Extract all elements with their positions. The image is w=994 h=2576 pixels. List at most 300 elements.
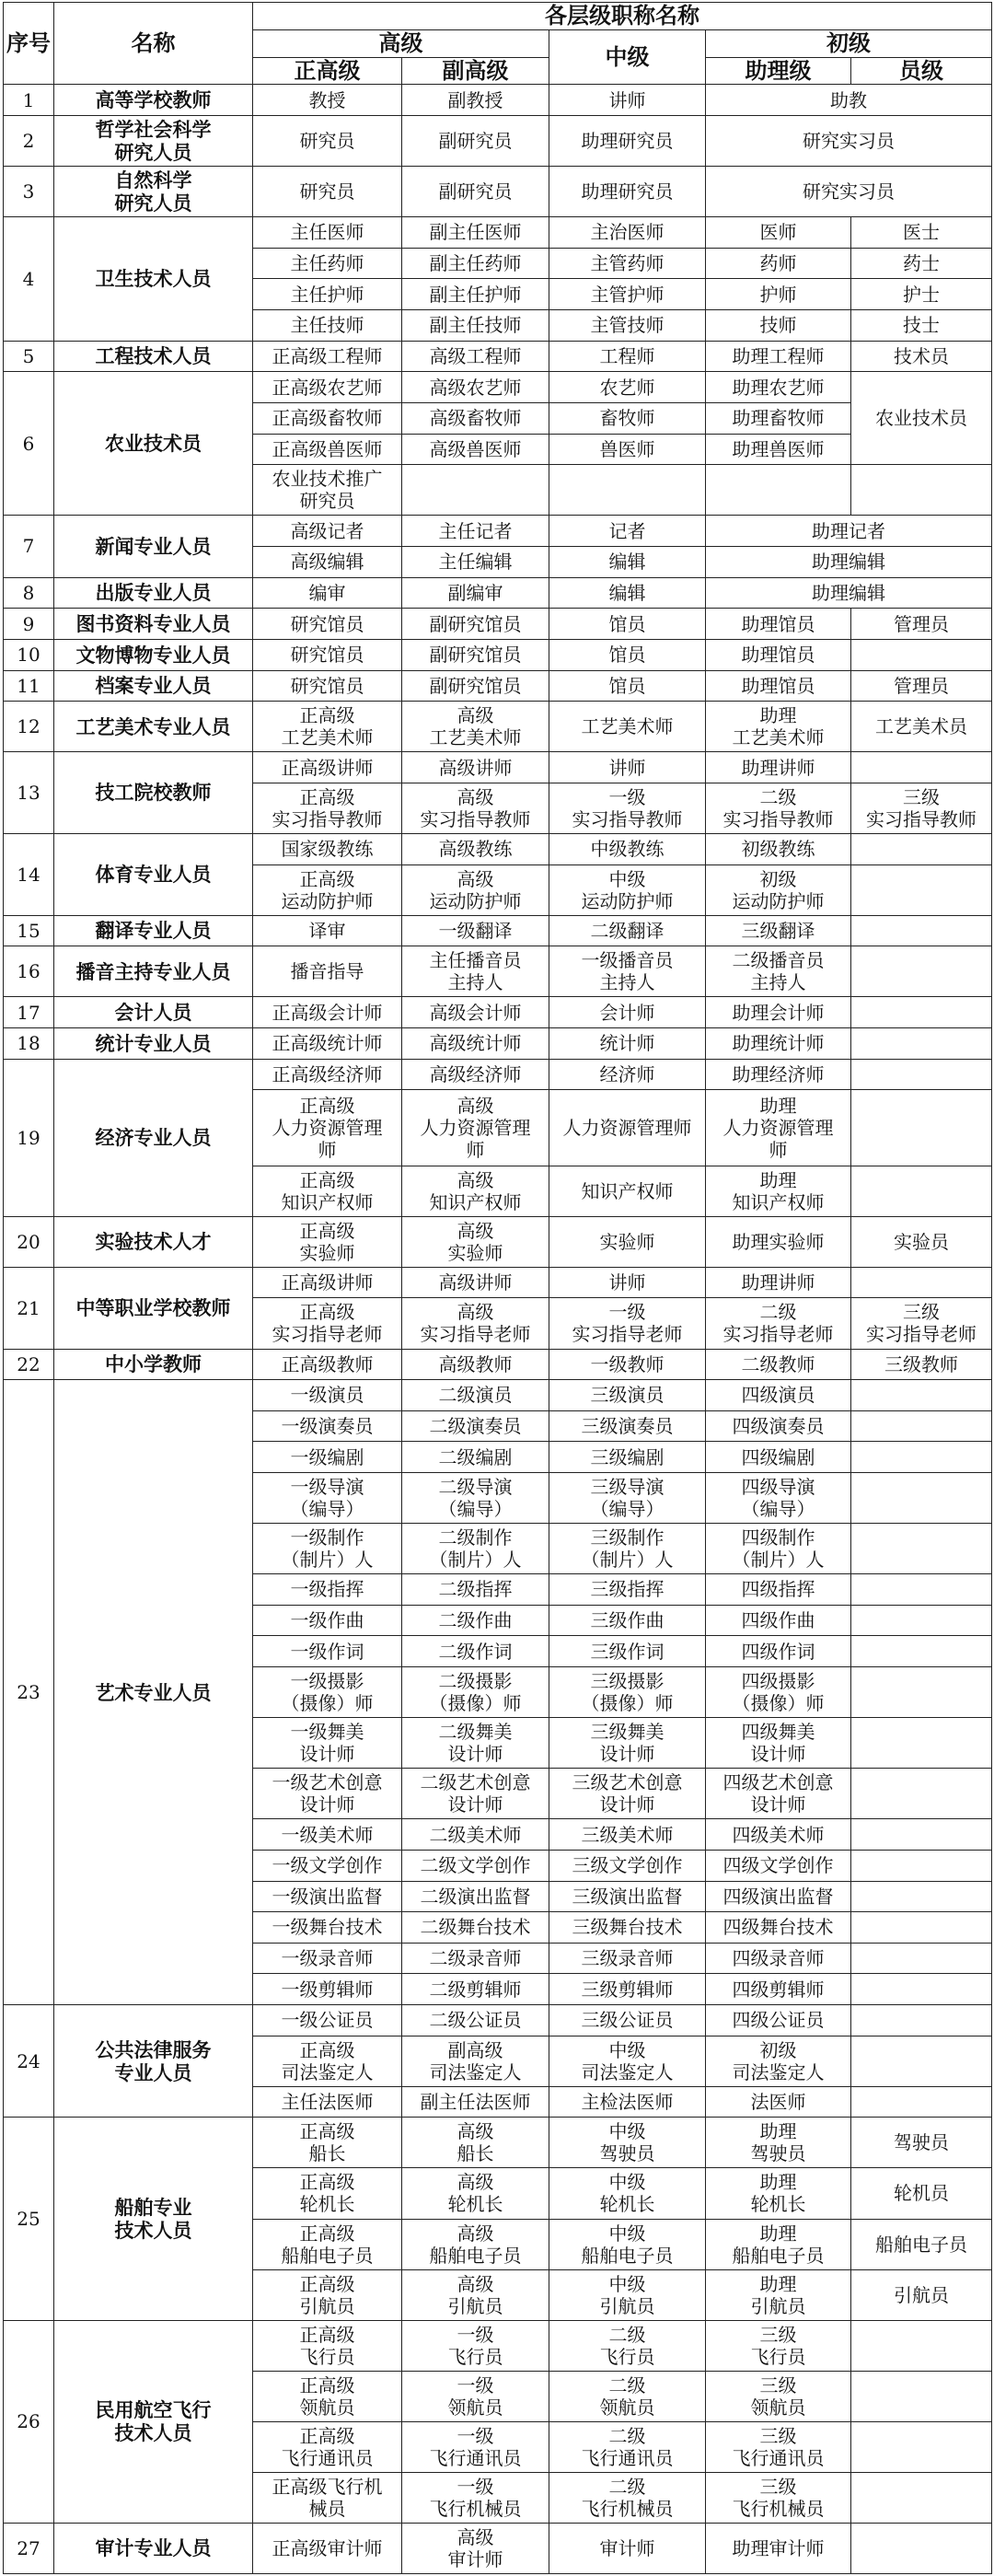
title-cell: 一级演出监督 xyxy=(253,1881,402,1912)
title-cell: 主治医师 xyxy=(549,217,706,249)
title-cell: 四级文学创作 xyxy=(706,1850,851,1881)
title-cell xyxy=(851,1410,992,1442)
row-seq: 15 xyxy=(4,915,54,946)
title-cell xyxy=(549,465,706,516)
title-cell xyxy=(851,1943,992,1974)
title-cell: 二级艺术创意 设计师 xyxy=(402,1769,549,1819)
title-cell: 三级 实习指导老师 xyxy=(851,1298,992,1349)
table-row xyxy=(4,516,992,547)
title-cell: 轮机员 xyxy=(851,2168,992,2219)
title-cell: 四级制作 （制片）人 xyxy=(706,1524,851,1574)
title-cell: 三级教师 xyxy=(851,1349,992,1380)
title-cell: 正高级 实验师 xyxy=(253,1216,402,1267)
title-cell xyxy=(851,1442,992,1473)
title-cell: 四级舞台技术 xyxy=(706,1912,851,1944)
title-cell: 药士 xyxy=(851,248,992,279)
header-full-senior: 正高级 xyxy=(253,57,402,85)
title-cell: 四级录音师 xyxy=(706,1943,851,1974)
header-seq: 序号 xyxy=(4,3,54,85)
row-seq: 11 xyxy=(4,670,54,702)
title-cell: 正高级 工艺美术师 xyxy=(253,702,402,752)
title-cell: 二级演奏员 xyxy=(402,1410,549,1442)
title-cell: 正高级经济师 xyxy=(253,1059,402,1090)
title-cell: 副高级 司法鉴定人 xyxy=(402,2036,549,2086)
title-cell: 主任药师 xyxy=(253,248,402,279)
title-cell: 高级统计师 xyxy=(402,1027,549,1059)
title-cell: 高级 实习指导老师 xyxy=(402,1298,549,1349)
title-cell xyxy=(851,1819,992,1851)
title-cell: 审计师 xyxy=(549,2523,706,2573)
row-seq: 13 xyxy=(4,752,54,834)
row-seq: 25 xyxy=(4,2118,54,2320)
title-cell: 畜牧师 xyxy=(549,402,706,434)
title-cell: 一级文学创作 xyxy=(253,1850,402,1881)
title-cell: 主任记者 xyxy=(402,516,549,547)
title-cell: 二级舞台技术 xyxy=(402,1912,549,1944)
title-cell xyxy=(706,465,851,516)
row-seq: 21 xyxy=(4,1267,54,1349)
title-cell xyxy=(851,1912,992,1944)
row-name: 出版专业人员 xyxy=(54,577,253,609)
title-cell xyxy=(851,1267,992,1298)
title-cell: 一级艺术创意 设计师 xyxy=(253,1769,402,1819)
title-cell: 经济师 xyxy=(549,1059,706,1090)
title-cell xyxy=(851,2472,992,2523)
row-name: 民用航空飞行 技术人员 xyxy=(54,2320,253,2523)
title-cell: 馆员 xyxy=(549,609,706,640)
title-cell: 四级指挥 xyxy=(706,1574,851,1606)
title-cell: 三级演奏员 xyxy=(549,1410,706,1442)
row-seq: 3 xyxy=(4,167,54,217)
title-cell: 副主任技师 xyxy=(402,310,549,342)
title-cell: 医师 xyxy=(706,217,851,249)
title-cell: 助理 工艺美术师 xyxy=(706,702,851,752)
title-cell: 高级兽医师 xyxy=(402,434,549,465)
header-name: 名称 xyxy=(54,3,253,85)
title-cell: 一级演奏员 xyxy=(253,1410,402,1442)
title-cell: 三级文学创作 xyxy=(549,1850,706,1881)
title-cell: 二级教师 xyxy=(706,1349,851,1380)
title-cell: 三级作词 xyxy=(549,1636,706,1667)
title-cell: 研究馆员 xyxy=(253,670,402,702)
title-cell xyxy=(851,2005,992,2036)
title-cell: 正高级 飞行员 xyxy=(253,2320,402,2371)
title-cell: 副主任法医师 xyxy=(402,2086,549,2118)
title-cell: 正高级教师 xyxy=(253,1349,402,1380)
title-cell: 高级工程师 xyxy=(402,341,549,372)
title-table xyxy=(3,2,992,2574)
title-cell: 一级导演 （编导） xyxy=(253,1473,402,1524)
header-deputy-senior: 副高级 xyxy=(402,57,549,85)
title-cell: 助理讲师 xyxy=(706,1267,851,1298)
title-cell: 一级摄影 （摄像）师 xyxy=(253,1667,402,1718)
title-cell: 引航员 xyxy=(851,2269,992,2320)
title-cell: 主任编辑 xyxy=(402,546,549,577)
row-seq: 9 xyxy=(4,609,54,640)
title-cell: 正高级讲师 xyxy=(253,1267,402,1298)
title-cell: 助理 知识产权师 xyxy=(706,1166,851,1216)
title-cell: 记者 xyxy=(549,516,706,547)
title-cell: 主检法医师 xyxy=(549,2086,706,2118)
title-cell: 教授 xyxy=(253,85,402,116)
title-cell: 正高级畜牧师 xyxy=(253,402,402,434)
title-cell: 讲师 xyxy=(549,1267,706,1298)
title-cell: 二级 实习指导教师 xyxy=(706,783,851,833)
title-cell: 助理 船舶电子员 xyxy=(706,2219,851,2269)
title-cell: 一级教师 xyxy=(549,1349,706,1380)
title-cell: 副研究馆员 xyxy=(402,639,549,670)
title-cell: 助理审计师 xyxy=(706,2523,851,2573)
title-cell: 助理馆员 xyxy=(706,670,851,702)
title-cell: 助理 轮机长 xyxy=(706,2168,851,2219)
title-cell: 国家级教练 xyxy=(253,833,402,864)
row-name: 档案专业人员 xyxy=(54,670,253,702)
title-cell: 药师 xyxy=(706,248,851,279)
title-cell: 四级演员 xyxy=(706,1380,851,1411)
title-cell: 一级 飞行员 xyxy=(402,2320,549,2371)
row-seq: 22 xyxy=(4,1349,54,1380)
table-row xyxy=(4,1380,992,1411)
row-name: 实验技术人才 xyxy=(54,1216,253,1267)
title-cell xyxy=(402,465,549,516)
row-seq: 20 xyxy=(4,1216,54,1267)
title-cell: 船舶电子员 xyxy=(851,2219,992,2269)
table-row xyxy=(4,833,992,864)
title-cell xyxy=(851,639,992,670)
title-cell xyxy=(851,997,992,1028)
row-seq: 8 xyxy=(4,577,54,609)
title-cell: 二级播音员 主持人 xyxy=(706,946,851,997)
title-cell: 播音指导 xyxy=(253,946,402,997)
title-cell: 农业技术员 xyxy=(851,372,992,465)
title-cell: 二级舞美 设计师 xyxy=(402,1718,549,1769)
table-row xyxy=(4,2118,992,2168)
title-cell: 统计师 xyxy=(549,1027,706,1059)
title-cell xyxy=(851,465,992,516)
row-name: 自然科学 研究人员 xyxy=(54,167,253,217)
title-cell: 中级 船舶电子员 xyxy=(549,2219,706,2269)
header-assistant: 助理级 xyxy=(706,57,851,85)
title-cell: 四级艺术创意 设计师 xyxy=(706,1769,851,1819)
table-row xyxy=(4,1349,992,1380)
table-row xyxy=(4,1027,992,1059)
title-cell: 一级剪辑师 xyxy=(253,1974,402,2005)
title-cell: 副研究员 xyxy=(402,116,549,167)
row-name: 公共法律服务 专业人员 xyxy=(54,2005,253,2118)
table-body xyxy=(4,85,992,2574)
row-seq: 23 xyxy=(4,1380,54,2005)
title-cell: 副主任药师 xyxy=(402,248,549,279)
title-cell: 高级讲师 xyxy=(402,1267,549,1298)
title-cell: 正高级 船长 xyxy=(253,2118,402,2168)
row-seq: 5 xyxy=(4,341,54,372)
row-seq: 19 xyxy=(4,1059,54,1216)
title-cell: 助理馆员 xyxy=(706,609,851,640)
title-cell: 高级 船舶电子员 xyxy=(402,2219,549,2269)
title-cell: 正高级统计师 xyxy=(253,1027,402,1059)
title-cell xyxy=(851,1974,992,2005)
title-cell: 助理 人力资源管理 师 xyxy=(706,1090,851,1166)
title-cell: 高级 轮机长 xyxy=(402,2168,549,2219)
title-cell: 正高级飞行机 械员 xyxy=(253,2472,402,2523)
title-cell: 一级 实习指导教师 xyxy=(549,783,706,833)
title-cell xyxy=(851,1605,992,1636)
title-cell: 三级导演 （编导） xyxy=(549,1473,706,1524)
title-cell: 副教授 xyxy=(402,85,549,116)
row-name: 审计专业人员 xyxy=(54,2523,253,2573)
title-cell xyxy=(851,752,992,783)
title-cell: 副主任护师 xyxy=(402,279,549,310)
row-seq: 27 xyxy=(4,2523,54,2573)
table-row xyxy=(4,639,992,670)
header-junior: 初级 xyxy=(706,29,992,57)
title-cell: 二级制作 （制片）人 xyxy=(402,1524,549,1574)
title-cell: 主任播音员 主持人 xyxy=(402,946,549,997)
title-cell: 四级编剧 xyxy=(706,1442,851,1473)
title-cell: 二级 领航员 xyxy=(549,2371,706,2421)
title-cell: 三级 飞行员 xyxy=(706,2320,851,2371)
title-cell: 三级指挥 xyxy=(549,1574,706,1606)
row-name: 工艺美术专业人员 xyxy=(54,702,253,752)
title-cell: 一级指挥 xyxy=(253,1574,402,1606)
title-cell: 助理讲师 xyxy=(706,752,851,783)
title-cell: 三级作曲 xyxy=(549,1605,706,1636)
title-cell: 高级 引航员 xyxy=(402,2269,549,2320)
title-cell: 中级 轮机长 xyxy=(549,2168,706,2219)
title-cell: 二级作曲 xyxy=(402,1605,549,1636)
title-cell: 一级 飞行机械员 xyxy=(402,2472,549,2523)
row-name: 会计人员 xyxy=(54,997,253,1028)
title-cell xyxy=(851,833,992,864)
title-cell: 高级经济师 xyxy=(402,1059,549,1090)
title-cell: 助理工程师 xyxy=(706,341,851,372)
title-cell: 四级导演 （编导） xyxy=(706,1473,851,1524)
title-cell: 助理 引航员 xyxy=(706,2269,851,2320)
row-name: 新闻专业人员 xyxy=(54,516,253,577)
table-row xyxy=(4,670,992,702)
title-cell: 高级 审计师 xyxy=(402,2523,549,2573)
row-seq: 26 xyxy=(4,2320,54,2523)
title-cell: 三级剪辑师 xyxy=(549,1974,706,2005)
title-cell: 实验员 xyxy=(851,1216,992,1267)
row-seq: 12 xyxy=(4,702,54,752)
title-cell xyxy=(851,2421,992,2472)
title-cell: 四级公证员 xyxy=(706,2005,851,2036)
row-name: 卫生技术人员 xyxy=(54,217,253,342)
row-seq: 4 xyxy=(4,217,54,342)
title-cell: 三级摄影 （摄像）师 xyxy=(549,1667,706,1718)
title-cell: 助理畜牧师 xyxy=(706,402,851,434)
title-cell: 三级 领航员 xyxy=(706,2371,851,2421)
title-cell: 副主任医师 xyxy=(402,217,549,249)
title-cell: 编辑 xyxy=(549,546,706,577)
title-cell: 四级舞美 设计师 xyxy=(706,1718,851,1769)
title-cell xyxy=(851,1574,992,1606)
title-cell: 四级作曲 xyxy=(706,1605,851,1636)
table-row xyxy=(4,1267,992,1298)
title-cell: 三级 实习指导教师 xyxy=(851,783,992,833)
title-cell: 中级 引航员 xyxy=(549,2269,706,2320)
title-cell: 一级舞台技术 xyxy=(253,1912,402,1944)
table-row xyxy=(4,752,992,783)
title-cell: 三级艺术创意 设计师 xyxy=(549,1769,706,1819)
title-cell: 研究实习员 xyxy=(706,167,992,217)
title-cell: 副研究馆员 xyxy=(402,670,549,702)
title-cell: 一级美术师 xyxy=(253,1819,402,1851)
title-cell: 助理会计师 xyxy=(706,997,851,1028)
title-cell xyxy=(851,1090,992,1166)
table-row xyxy=(4,946,992,997)
title-cell: 初级 司法鉴定人 xyxy=(706,2036,851,2086)
title-cell: 高级 船长 xyxy=(402,2118,549,2168)
title-cell: 管理员 xyxy=(851,609,992,640)
row-seq: 24 xyxy=(4,2005,54,2118)
title-cell: 驾驶员 xyxy=(851,2118,992,2168)
table-row xyxy=(4,116,992,167)
title-cell: 正高级讲师 xyxy=(253,752,402,783)
table-row xyxy=(4,577,992,609)
title-cell: 正高级兽医师 xyxy=(253,434,402,465)
title-cell: 技士 xyxy=(851,310,992,342)
title-cell: 高级记者 xyxy=(253,516,402,547)
title-cell xyxy=(851,915,992,946)
title-cell: 护师 xyxy=(706,279,851,310)
title-cell: 初级教练 xyxy=(706,833,851,864)
title-cell: 一级编剧 xyxy=(253,1442,402,1473)
row-name: 翻译专业人员 xyxy=(54,915,253,946)
row-seq: 10 xyxy=(4,639,54,670)
row-seq: 17 xyxy=(4,997,54,1028)
title-cell: 助教 xyxy=(706,85,992,116)
title-cell: 管理员 xyxy=(851,670,992,702)
row-seq: 16 xyxy=(4,946,54,997)
title-cell: 一级录音师 xyxy=(253,1943,402,1974)
title-cell: 实验师 xyxy=(549,1216,706,1267)
title-cell xyxy=(851,2523,992,2573)
table-row xyxy=(4,217,992,249)
title-cell: 农业技术推广 研究员 xyxy=(253,465,402,516)
title-cell: 三级舞美 设计师 xyxy=(549,1718,706,1769)
title-cell xyxy=(851,1166,992,1216)
row-name: 中小学教师 xyxy=(54,1349,253,1380)
title-cell: 正高级 运动防护师 xyxy=(253,864,402,915)
title-cell: 正高级工程师 xyxy=(253,341,402,372)
table-row xyxy=(4,85,992,116)
title-cell xyxy=(851,864,992,915)
row-name: 经济专业人员 xyxy=(54,1059,253,1216)
title-cell xyxy=(851,2086,992,2118)
title-cell: 助理馆员 xyxy=(706,639,851,670)
table-row xyxy=(4,2320,992,2371)
row-name: 技工院校教师 xyxy=(54,752,253,834)
title-cell: 三级公证员 xyxy=(549,2005,706,2036)
table-row xyxy=(4,2005,992,2036)
title-cell: 二级指挥 xyxy=(402,1574,549,1606)
title-cell: 讲师 xyxy=(549,752,706,783)
title-cell: 研究员 xyxy=(253,116,402,167)
title-cell: 主任法医师 xyxy=(253,2086,402,2118)
title-cell: 四级摄影 （摄像）师 xyxy=(706,1667,851,1718)
title-cell: 二级编剧 xyxy=(402,1442,549,1473)
title-cell: 初级 运动防护师 xyxy=(706,864,851,915)
title-cell: 馆员 xyxy=(549,670,706,702)
header-staff: 员级 xyxy=(851,57,992,85)
table-row xyxy=(4,372,992,403)
title-cell xyxy=(851,1524,992,1574)
title-cell: 正高级 引航员 xyxy=(253,2269,402,2320)
title-cell xyxy=(851,2371,992,2421)
title-cell: 讲师 xyxy=(549,85,706,116)
row-seq: 7 xyxy=(4,516,54,577)
table-row xyxy=(4,915,992,946)
title-cell: 三级演出监督 xyxy=(549,1881,706,1912)
title-cell: 知识产权师 xyxy=(549,1166,706,1216)
row-name: 艺术专业人员 xyxy=(54,1380,253,2005)
title-cell: 高级教师 xyxy=(402,1349,549,1380)
title-cell: 助理研究员 xyxy=(549,116,706,167)
title-cell: 正高级 司法鉴定人 xyxy=(253,2036,402,2086)
title-cell: 高级 实习指导教师 xyxy=(402,783,549,833)
row-name: 工程技术人员 xyxy=(54,341,253,372)
title-cell: 正高级审计师 xyxy=(253,2523,402,2573)
title-cell xyxy=(851,1769,992,1819)
title-cell: 三级编剧 xyxy=(549,1442,706,1473)
title-cell: 技术员 xyxy=(851,341,992,372)
title-cell: 工程师 xyxy=(549,341,706,372)
title-cell: 研究馆员 xyxy=(253,609,402,640)
title-cell: 一级 实习指导老师 xyxy=(549,1298,706,1349)
header-senior: 高级 xyxy=(253,29,549,57)
title-cell: 会计师 xyxy=(549,997,706,1028)
title-cell: 助理兽医师 xyxy=(706,434,851,465)
title-cell xyxy=(851,1473,992,1524)
table-row xyxy=(4,1059,992,1090)
title-cell: 高级 工艺美术师 xyxy=(402,702,549,752)
title-cell: 二级 飞行通讯员 xyxy=(549,2421,706,2472)
title-cell: 二级导演 （编导） xyxy=(402,1473,549,1524)
title-cell: 三级翻译 xyxy=(706,915,851,946)
title-cell: 中级 运动防护师 xyxy=(549,864,706,915)
title-cell: 二级演员 xyxy=(402,1380,549,1411)
title-cell: 正高级 实习指导老师 xyxy=(253,1298,402,1349)
title-cell: 医士 xyxy=(851,217,992,249)
title-cell: 三级制作 （制片）人 xyxy=(549,1524,706,1574)
title-cell: 一级 领航员 xyxy=(402,2371,549,2421)
table-row xyxy=(4,609,992,640)
title-cell: 主任护师 xyxy=(253,279,402,310)
title-cell: 三级 飞行机械员 xyxy=(706,2472,851,2523)
title-cell: 馆员 xyxy=(549,639,706,670)
title-cell: 正高级 知识产权师 xyxy=(253,1166,402,1216)
title-cell xyxy=(851,1059,992,1090)
title-cell: 二级 飞行机械员 xyxy=(549,2472,706,2523)
title-cell: 三级美术师 xyxy=(549,1819,706,1851)
title-cell: 二级 实习指导老师 xyxy=(706,1298,851,1349)
title-cell: 高级讲师 xyxy=(402,752,549,783)
title-cell xyxy=(851,1380,992,1411)
title-cell: 四级演出监督 xyxy=(706,1881,851,1912)
table-row xyxy=(4,997,992,1028)
row-name: 中等职业学校教师 xyxy=(54,1267,253,1349)
table-row xyxy=(4,702,992,752)
row-name: 体育专业人员 xyxy=(54,833,253,915)
title-cell: 助理实验师 xyxy=(706,1216,851,1267)
title-cell: 人力资源管理师 xyxy=(549,1090,706,1166)
title-cell: 工艺美术员 xyxy=(851,702,992,752)
table-row xyxy=(4,1216,992,1267)
title-cell: 高级畜牧师 xyxy=(402,402,549,434)
title-cell: 二级作词 xyxy=(402,1636,549,1667)
